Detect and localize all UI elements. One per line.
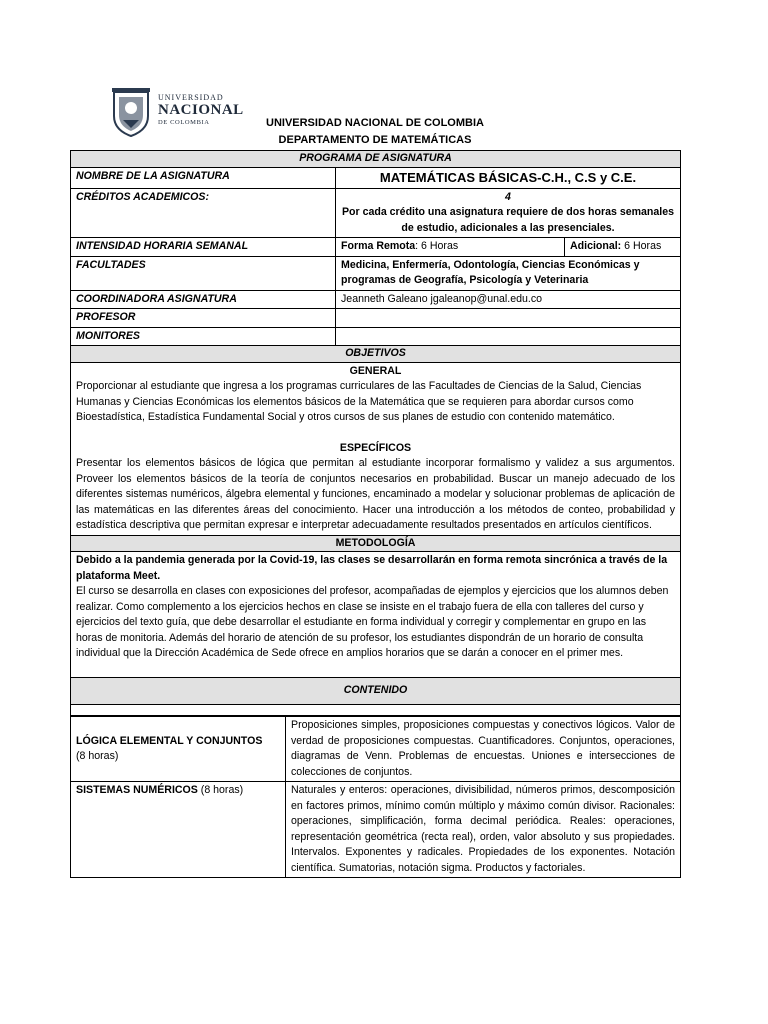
objectives-section-header: OBJETIVOS — [71, 346, 681, 363]
content-section-header: CONTENIDO — [71, 677, 681, 705]
additional-label: Adicional: — [570, 240, 622, 252]
course-name-label: NOMBRE DE LA ASIGNATURA — [71, 167, 336, 188]
methodology-cell — [71, 552, 681, 678]
content-spacer — [71, 705, 681, 716]
table-row — [71, 717, 681, 782]
general-objective-text: Proporcionar al estudiante que ingresa a los programas curriculares de las Facultades de Ciencias de la Salud, Ciencias Humanas y Ciencias Económicas los elementos básicos de la Matemática que se requieren para abordar cursos como Bioestadística, Estadística Fundamental Social y otros cursos de sus planes de estudio con contenido matemático. — [76, 380, 642, 423]
general-objective-title: GENERAL — [349, 364, 402, 377]
methodology-section-header: METODOLOGÍA — [71, 535, 681, 552]
topic-name-cell — [71, 782, 286, 878]
logo-line-3: DE COLOMBIA — [158, 119, 210, 126]
logo-line-2: NACIONAL — [158, 102, 244, 118]
additional-hours-cell — [565, 238, 681, 257]
topic-name-cell — [71, 717, 286, 782]
professor-label: PROFESOR — [71, 309, 336, 328]
topic-name: SISTEMAS NUMÉRICOS — [76, 784, 198, 796]
objectives-cell — [71, 362, 681, 535]
specific-objectives-text: Presentar los elementos básicos de lógica que permitan al estudiante incorporar formalismo y validez a sus argumentos. Proveer los elementos básicos de la teoría de conjuntos necesarios en probabilidad. Buscar un manejo adecuado de los diferentes sistemas numéricos, álgebra elemental y funciones, encaminado a modelar y solucionar problemas de aplicación de las matemáticas en las diferentes áreas del conocimiento. Hacer una introducción a los métodos de conteo, probabilidad y estadística descriptiva que permitan expresar e interpretar adecuadamente resultados presentados en artículos científicos. — [76, 457, 676, 531]
program-section-header: PROGRAMA DE ASIGNATURA — [71, 151, 681, 168]
topic-hours: (8 horas) — [197, 784, 244, 796]
course-program-document — [70, 150, 680, 878]
remote-hours-cell — [336, 238, 565, 257]
department-title: DEPARTAMENTO DE MATEMÁTICAS — [278, 134, 472, 146]
coordinator-value: Jeanneth Galeano jgaleanop@unal.edu.co — [336, 290, 681, 309]
university-title: UNIVERSIDAD NACIONAL DE COLOMBIA — [266, 117, 484, 129]
credits-value: 4 — [505, 190, 511, 203]
university-logo — [110, 84, 244, 140]
logo-line-1: UNIVERSIDAD — [158, 93, 224, 102]
table-row — [71, 782, 681, 878]
crest-icon — [110, 86, 152, 138]
remote-label: Forma Remota — [341, 240, 416, 252]
monitors-label: MONITORES — [71, 327, 336, 346]
coordinator-label: COORDINADORA ASIGNATURA — [71, 290, 336, 309]
remote-value: : 6 Horas — [415, 240, 459, 252]
monitors-value — [336, 327, 681, 346]
faculties-label: FACULTADES — [71, 256, 336, 290]
professor-value — [336, 309, 681, 328]
credits-label: CRÉDITOS ACADEMICOS: — [71, 188, 336, 238]
topic-name: LÓGICA ELEMENTAL Y CONJUNTOS — [76, 734, 263, 747]
course-name: MATEMÁTICAS BÁSICAS-C.H., C.S y C.E. — [336, 167, 681, 188]
credits-cell — [336, 188, 681, 238]
faculties-value: Medicina, Enfermería, Odontología, Ciencias Económicas y programas de Geografía, Psicología y Veterinaria — [336, 256, 681, 290]
content-table — [70, 716, 681, 878]
topic-description: Proposiciones simples, proposiciones compuestas y conectivos lógicos. Valor de verdad de proposiciones compuestas. Cuantificadores. Conjuntos, operaciones, diagramas de Venn. Problemas de encuestas. Uniones e intersecciones de colecciones de conjuntos. — [286, 717, 681, 782]
methodology-text: El curso se desarrolla en clases con exposiciones del profesor, acompañadas de ejemplos y ejercicios que los alumnos deben realizar. Como complemento a los ejercicios hechos en clase se insiste en el trabajo fuera de ella con talleres del curso y ejercicios del texto guía, que debe desarrollar el estudiante en forma individual y corregir y complementar en grupo en las horas de monitoria. Además del horario de atención de su profesor, los estudiantes dispondrán de un horario de consulta individual que la Dirección Académica de Sede ofrece en amplios horarios que se darán a conocer en el primer mes. — [76, 585, 669, 659]
specific-objectives-title: ESPECÍFICOS — [339, 441, 412, 454]
intensity-label: INTENSIDAD HORARIA SEMANAL — [71, 238, 336, 257]
topic-hours: (8 horas) — [76, 750, 119, 762]
topic-description: Naturales y enteros: operaciones, divisibilidad, números primos, descomposición en factores primos, mínimo común múltiplo y máximo común divisor. Racionales: operaciones, simplificación, forma decimal periódica. Reales: operaciones, representación geométrica (recta real), orden, valor absoluto y sus propiedades. Intervalos. Exponentes y radicales. Propiedades de los exponentes. Notación científica. Sumatorias, notación sigma. Productos y factoriales. — [286, 782, 681, 878]
program-table — [70, 150, 681, 716]
methodology-intro: Debido a la pandemia generada por la Covid-19, las clases se desarrollarán en forma remota sincrónica a través de la plataforma Meet. — [76, 554, 668, 582]
additional-value: 6 Horas — [624, 240, 662, 252]
credits-note: Por cada crédito una asignatura requiere de dos horas semanales de estudio, adicionales a las presenciales. — [341, 206, 675, 234]
